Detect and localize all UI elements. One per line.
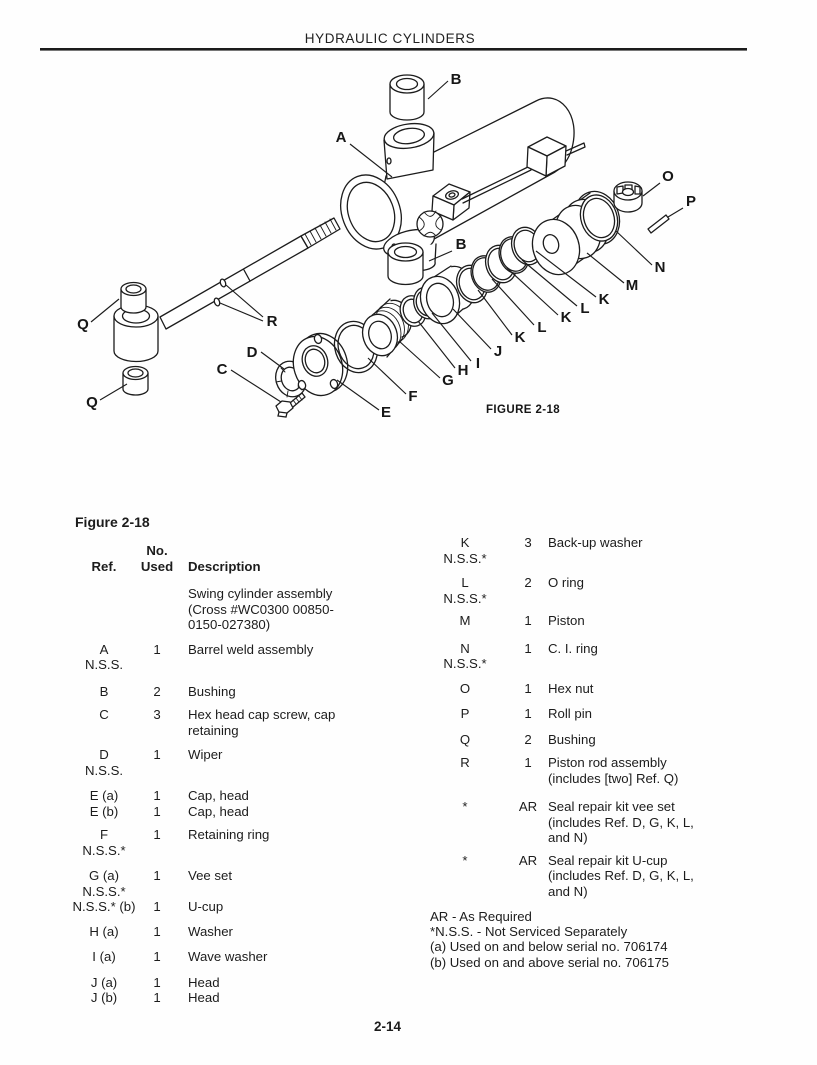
desc-cell: Barrel weld assembly [188,641,314,657]
leader-line [368,358,406,394]
ref-cell: Q [459,731,471,747]
footnote: (a) Used on and below serial no. 706174 [430,939,668,955]
leader-line [668,208,683,217]
ref-cell: B [99,683,109,699]
qty-cell: 1 [524,755,532,770]
desc-cell: Cap, head [188,788,249,803]
desc-cell: Retaining ring [188,827,270,842]
used-column-header: Used [140,558,174,574]
leader-line [231,370,281,402]
parts-row [70,586,420,633]
parts-list-right [420,535,780,970]
part-label: R [266,313,278,330]
part-label: O [662,168,674,185]
part-bushing-b-bottom [388,243,423,285]
parts-list-left [70,514,420,1006]
page-header-title: HYDRAULIC CYLINDERS [304,31,476,46]
part-label: F [408,388,418,405]
leader-line [478,290,512,335]
parts-row [420,613,780,629]
ref-cell: G (a) N.S.S.* [82,868,126,899]
parts-row [70,804,420,820]
description-column-header: Description [188,558,261,574]
ref-cell: E (a) [89,788,119,803]
parts-row [420,681,780,697]
part-label: B [455,236,467,253]
desc-cell: Roll pin [548,706,592,721]
ref-cell: J (b) [90,990,118,1005]
ref-cell: J (a) [90,974,118,990]
part-label: L [580,300,590,317]
table-notes [430,909,780,970]
part-label: L [537,319,547,336]
leader-line [226,285,263,317]
part-label: H [457,362,469,379]
qty-cell: 1 [153,827,161,842]
parts-row [70,684,420,700]
qty-cell: 1 [153,923,161,939]
part-label: G [442,372,454,389]
desc-cell: Cap, head [188,803,249,819]
leader-line [453,309,491,349]
ref-cell: * [462,852,468,868]
parts-row [420,732,780,748]
qty-cell: 1 [153,949,161,964]
figure-caption: FIGURE 2-18 [486,404,561,416]
part-label: D [246,344,258,361]
qty-cell: 3 [524,535,532,550]
desc-cell: U-cup [188,899,224,914]
page-number: 2-14 [374,1019,402,1034]
parts-row [420,641,780,672]
qty-cell: 1 [153,641,161,657]
desc-cell: Head [188,974,220,990]
part-label: I [475,355,481,372]
qty-cell: 1 [524,613,532,628]
ref-cell: N N.S.S.* [443,640,487,671]
parts-rows-left [70,586,420,1006]
leader-line [418,321,455,368]
leader-line [337,380,379,410]
desc-cell: Wave washer [188,949,268,964]
desc-cell: O ring [548,575,584,590]
parts-row [70,949,420,965]
desc-cell: Piston rod assembly (includes [two] Ref. Q) [548,755,679,786]
ref-cell: O [459,680,471,696]
part-label: B [450,71,462,88]
ref-column-header: Ref. [91,558,117,574]
ref-cell: * [462,799,468,814]
part-bushing-q-bottom [123,367,148,396]
table-title: Figure 2-18 [75,514,150,530]
desc-cell: Bushing [548,731,596,747]
desc-cell: Seal repair kit vee set (includes Ref. D, G, K, L, and N) [548,799,694,845]
qty-cell: 1 [153,747,161,762]
ref-cell: K N.S.S.* [443,535,487,566]
leader-line [587,253,624,283]
part-label: E [380,404,392,421]
ref-cell: H (a) [89,923,119,939]
desc-cell: Vee set [188,868,232,883]
part-label: K [560,309,572,326]
footnote: (b) Used on and above serial no. 706175 [430,954,670,970]
parts-row [70,868,420,899]
part-label: A [335,129,347,146]
parts-row [70,747,420,778]
parts-row [70,990,420,1006]
ref-cell: F N.S.S.* [82,827,126,858]
parts-row [70,707,420,738]
leader-line [428,81,448,99]
part-bushing-q-top [121,283,146,314]
desc-cell: Head [188,990,220,1005]
qty-cell: 2 [524,575,532,590]
qty-cell: 1 [153,788,161,803]
qty-cell: 1 [153,974,161,990]
qty-cell: 1 [153,899,161,914]
desc-cell: Wiper [188,747,223,762]
desc-cell: Washer [188,923,233,939]
ref-cell: E (b) [89,803,119,819]
part-label: K [598,291,610,308]
qty-cell: 2 [524,731,532,747]
desc-cell: Hex head cap screw, cap retaining [188,707,336,738]
ref-cell: N.S.S.* (b) [72,899,136,914]
part-label: Q [77,316,89,333]
leader-line [399,341,440,378]
parts-rows-right [420,535,780,899]
part-roll-pin [648,215,669,233]
leader-line [616,231,652,265]
part-hex-nut [614,182,642,212]
parts-row [70,975,420,991]
part-bushing-b-top [390,75,424,120]
parts-row [420,706,780,722]
ref-cell: R [460,755,470,770]
part-label: Q [86,394,98,411]
leader-line [100,384,127,400]
parts-row [70,924,420,940]
desc-cell: Swing cylinder assembly (Cross #WC0300 00850- 0150-027380) [188,586,334,632]
qty-cell: AR [518,852,538,868]
parts-row [420,755,780,786]
desc-cell: Seal repair kit U-cup (includes Ref. D, G, K, L, and N) [548,852,694,899]
part-label: C [216,361,228,378]
ref-cell: L N.S.S.* [443,575,487,606]
ref-cell: C [99,707,109,722]
footnote: *N.S.S. - Not Serviced Separately [430,924,628,940]
ref-cell: P [460,706,470,721]
leader-line [643,183,660,196]
ref-cell: A N.S.S. [84,641,124,672]
desc-cell: Hex nut [548,680,594,696]
qty-cell: 2 [153,683,161,699]
qty-cell: 1 [524,706,532,721]
parts-row [70,827,420,858]
ref-cell: I (a) [92,949,116,964]
footnote: AR - As Required [430,909,532,924]
qty-cell: 3 [153,707,161,722]
leader-line [492,279,534,325]
desc-cell: C. I. ring [548,640,598,656]
part-label: N [654,259,666,276]
qty-cell: 1 [153,990,161,1005]
part-label: M [625,277,639,294]
leader-line [507,268,558,315]
parts-row [420,799,780,846]
part-label: K [514,329,526,346]
qty-cell: 1 [524,640,532,656]
parts-row [70,899,420,915]
parts-row [420,575,780,606]
part-label: J [493,343,503,360]
no-column-header-top: No. [146,543,168,558]
exploded-diagram [0,0,817,500]
desc-cell: Back-up washer [548,535,643,550]
leader-line [261,352,284,369]
qty-cell: 1 [153,803,161,819]
desc-cell: Piston [548,613,585,628]
parts-row [420,853,780,900]
ref-cell: D N.S.S. [84,747,124,778]
qty-cell: 1 [524,680,532,696]
qty-cell: AR [518,799,538,814]
table-column-headers [70,543,420,574]
parts-row [420,535,780,566]
parts-row [70,642,420,673]
desc-cell: Bushing [188,683,236,699]
part-label: P [685,193,697,210]
parts-row [70,788,420,804]
qty-cell: 1 [153,868,161,883]
ref-cell: M [459,613,471,628]
